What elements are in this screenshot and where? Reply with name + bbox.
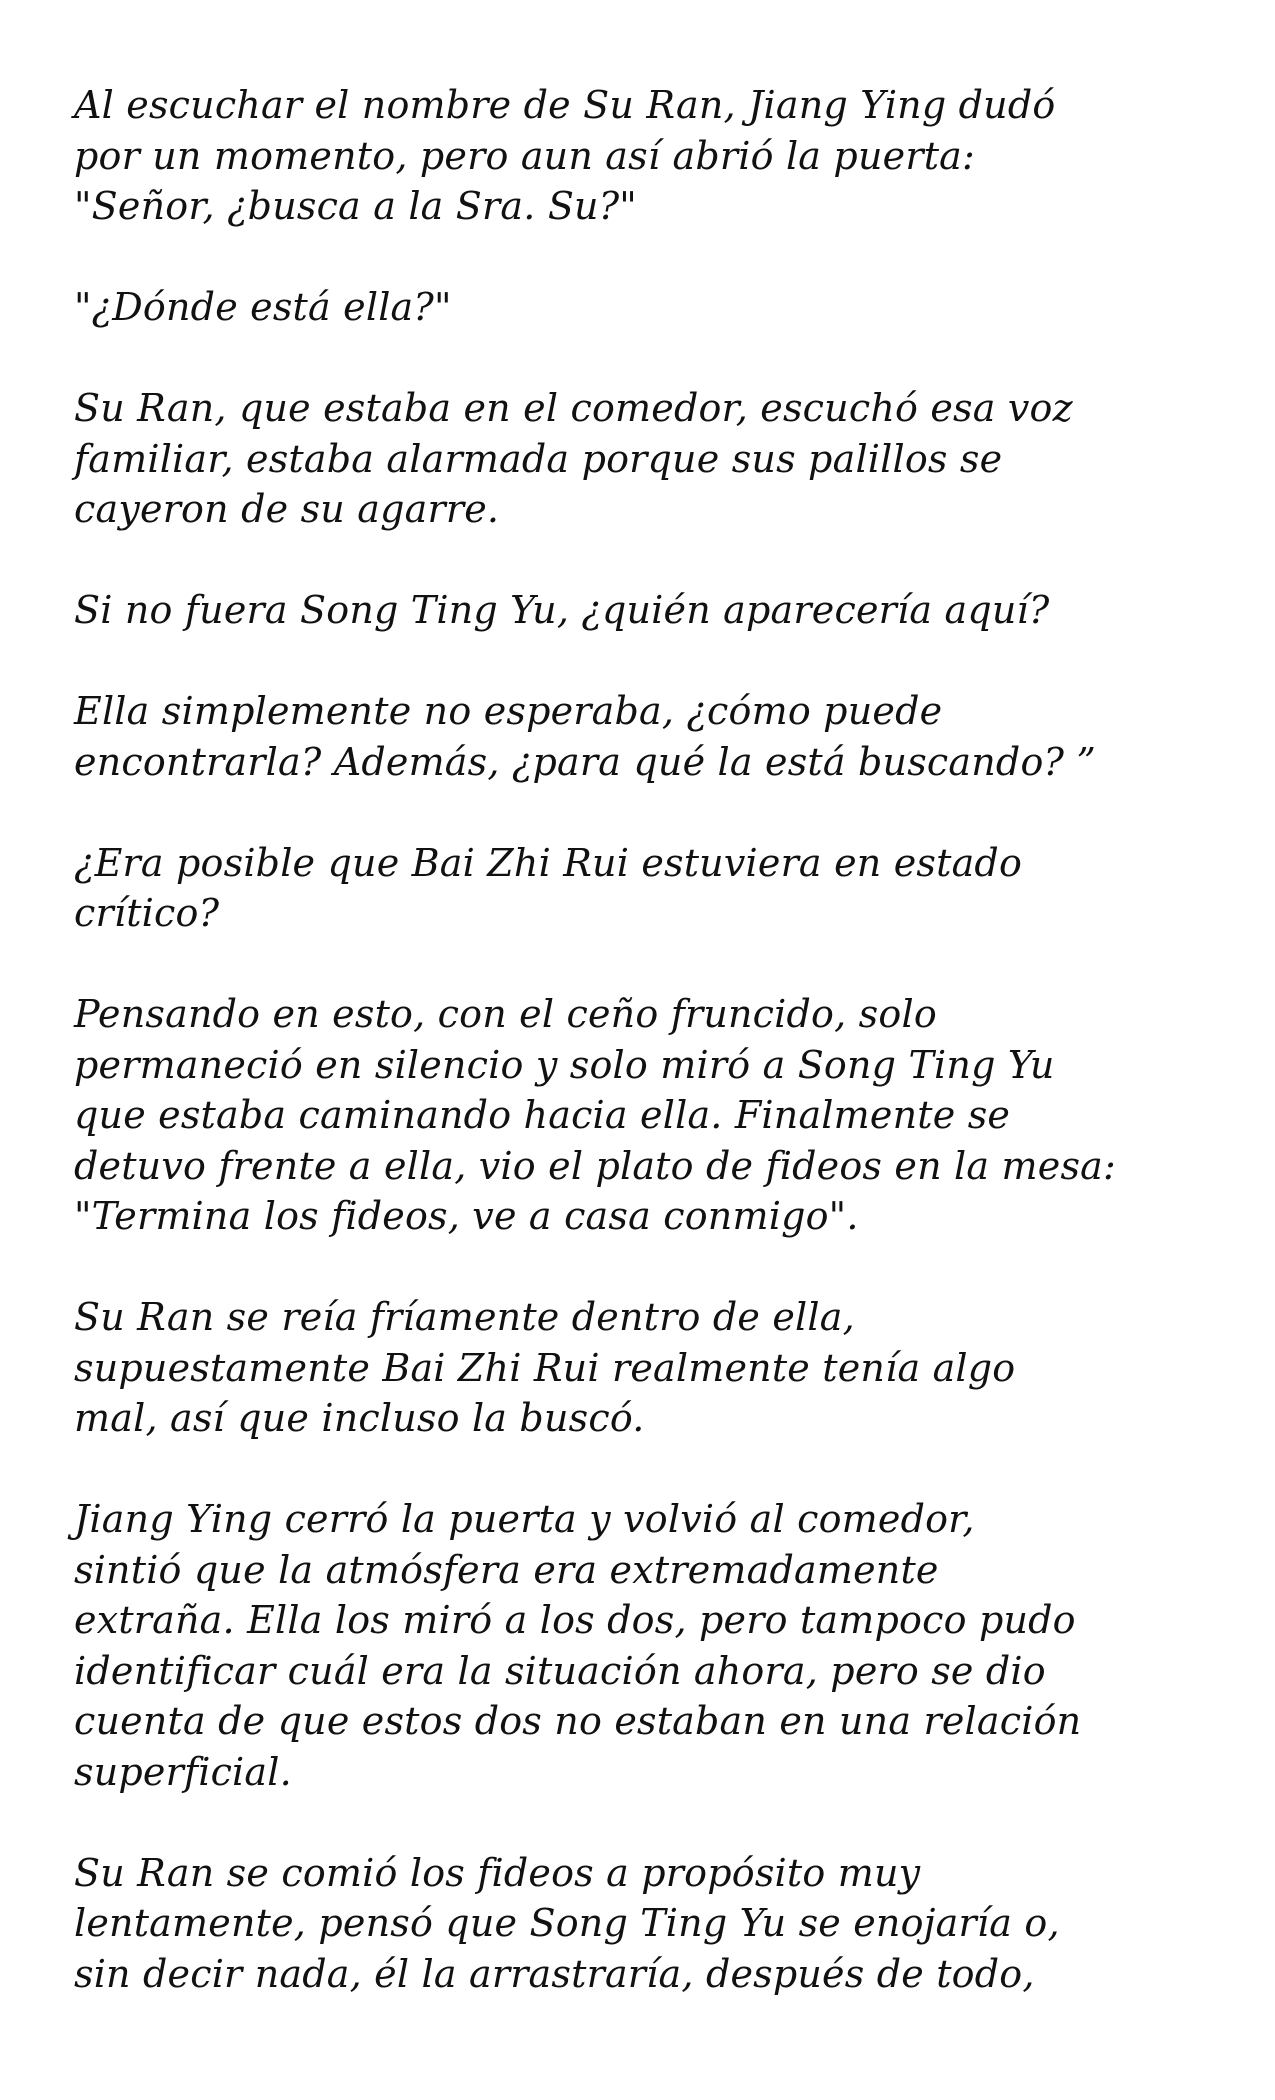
text-line: superficial. — [74, 1749, 292, 1794]
text-line: cayeron de su agarre. — [74, 487, 500, 531]
text-line: permaneció en silencio y solo miró a Song Ting Yu — [74, 1042, 1055, 1087]
text-line: Su Ran se comió los fideos a propósito muy — [74, 1850, 921, 1895]
text-line: Jiang Ying cerró la puerta y volvió al comedor, — [74, 1497, 975, 1541]
paragraph — [74, 686, 1214, 787]
text-line: por un momento, pero aun así abrió la puerta: — [74, 133, 976, 178]
paragraph — [74, 838, 1214, 939]
text-line: Si no fuera Song Ting Yu, ¿quién aparecería aquí? — [74, 588, 1050, 632]
paragraph — [74, 383, 1214, 535]
text-line: Su Ran, que estaba en el comedor, escuchó esa voz — [74, 386, 1073, 430]
text-line: Su Ran se reía fríamente dentro de ella, — [74, 1295, 855, 1339]
text-line: sin decir nada, él la arrastraría, después de todo, — [74, 1951, 1035, 1996]
text-line: sintió que la atmósfera era extremadamente — [74, 1547, 939, 1592]
text-line: crítico? — [74, 891, 220, 935]
paragraph — [74, 282, 1214, 333]
text-line: "Termina los fideos, ve a casa conmigo". — [74, 1194, 859, 1238]
text-line: "Señor, ¿busca a la Sra. Su?" — [74, 184, 637, 228]
text-line: lentamente, pensó que Song Ting Yu se enojaría o, — [74, 1901, 1060, 1945]
text-line: Ella simplemente no esperaba, ¿cómo puede — [74, 689, 943, 733]
text-line: cuenta de que estos dos no estaban en una relación — [74, 1699, 1082, 1743]
paragraph — [74, 1848, 1214, 2000]
text-line: detuvo frente a ella, vio el plato de fideos en la mesa: — [74, 1143, 1117, 1188]
text-line: Pensando en esto, con el ceño fruncido, solo — [74, 992, 937, 1036]
paragraph — [74, 1292, 1214, 1444]
text-line: extraña. Ella los miró a los dos, pero tampoco pudo — [74, 1598, 1076, 1642]
paragraph — [74, 80, 1214, 232]
text-line: que estaba caminando hacia ella. Finalmente se — [74, 1093, 1011, 1137]
text-line: Al escuchar el nombre de Su Ran, Jiang Ying dudó — [74, 83, 1056, 127]
text-line: identificar cuál era la situación ahora, pero se dio — [74, 1648, 1046, 1693]
text-line: encontrarla? Además, ¿para qué la está buscando? ” — [74, 739, 1097, 784]
paragraph — [74, 585, 1214, 636]
paragraph — [74, 1494, 1214, 1797]
text-line: mal, así que incluso la buscó. — [74, 1396, 645, 1440]
text-line: supuestamente Bai Zhi Rui realmente tenía algo — [74, 1345, 1016, 1390]
text-line: familiar, estaba alarmada porque sus palillos se — [74, 436, 1003, 481]
text-line: "¿Dónde está ella?" — [74, 285, 452, 329]
document-body — [74, 80, 1214, 2050]
paragraph — [74, 989, 1214, 1242]
text-line: ¿Era posible que Bai Zhi Rui estuviera en estado — [74, 840, 1023, 885]
